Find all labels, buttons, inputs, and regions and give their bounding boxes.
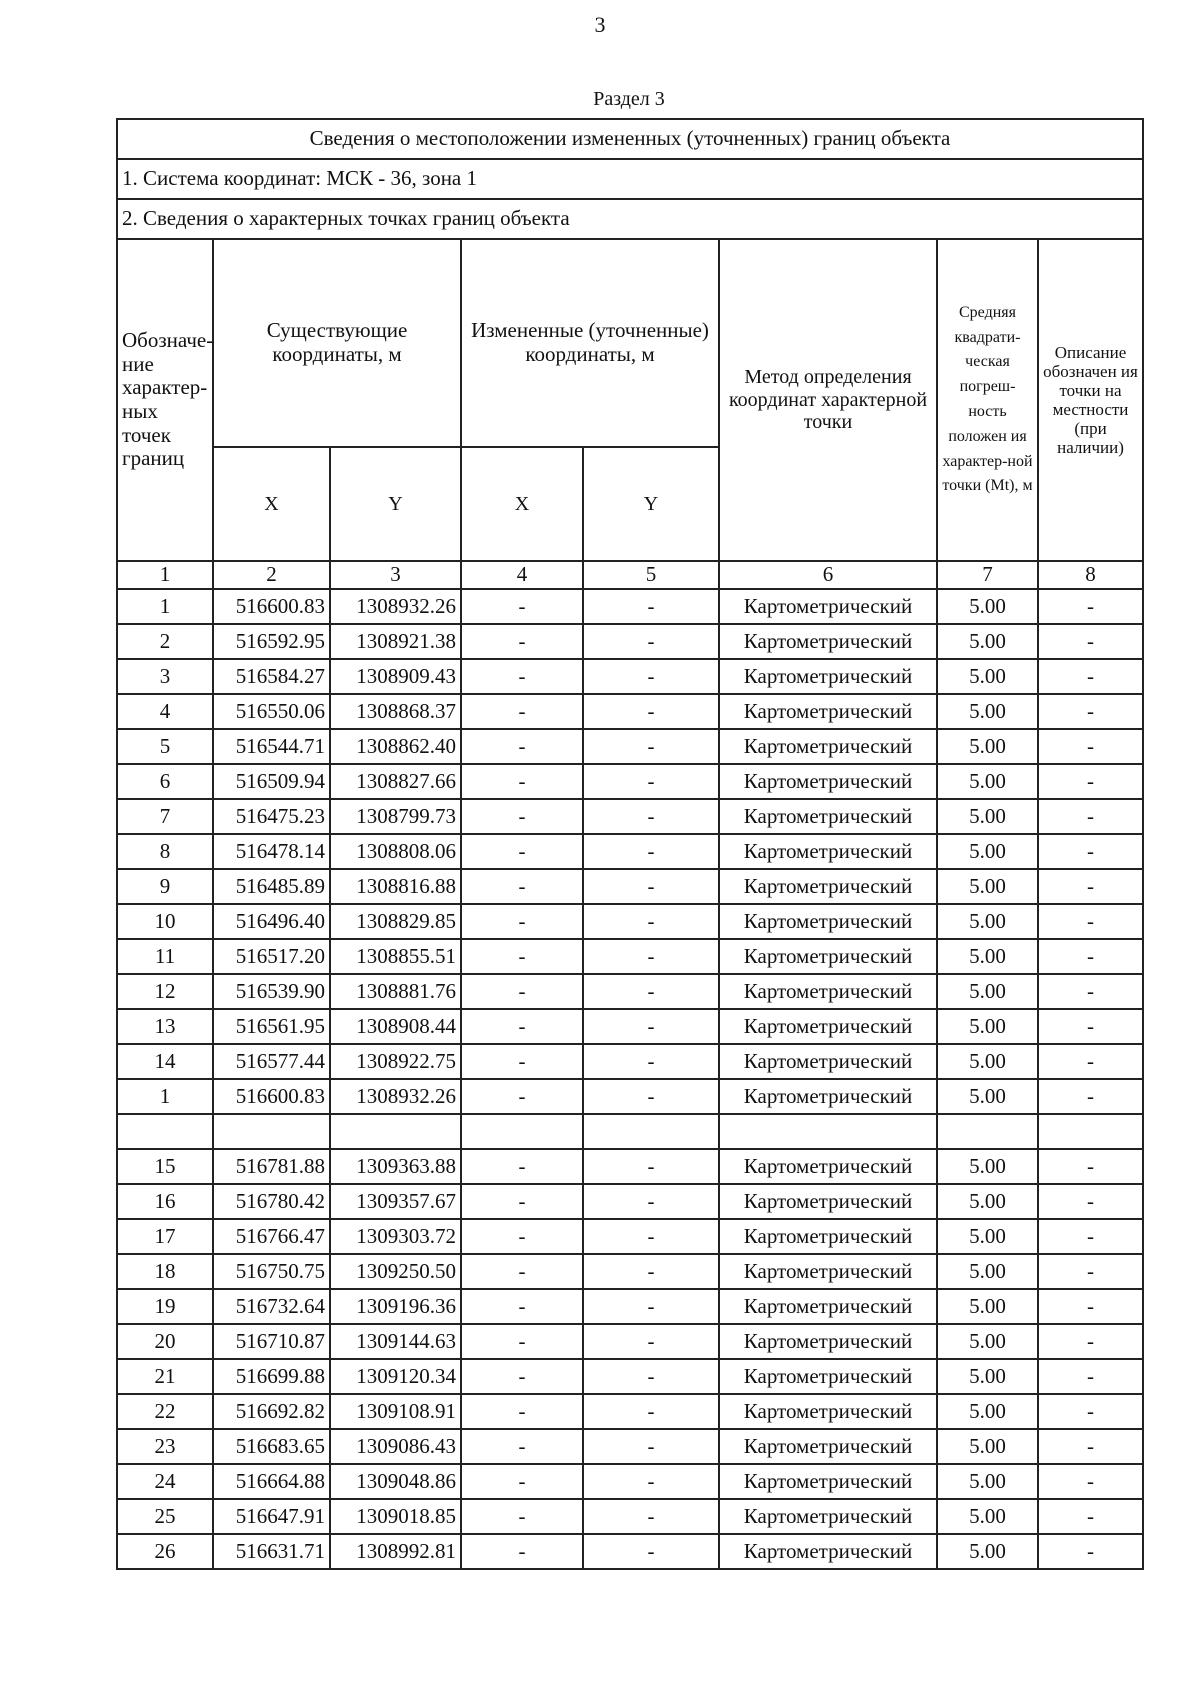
method-cell: Картометрический <box>719 799 937 834</box>
column-number: 3 <box>330 561 461 589</box>
point-description-cell: - <box>1038 659 1143 694</box>
table-row <box>117 729 1143 764</box>
point-description-cell: - <box>1038 834 1143 869</box>
existing-x-cell: 516732.64 <box>213 1289 330 1324</box>
point-number-cell: 19 <box>117 1289 213 1324</box>
point-number-cell: 1 <box>117 1079 213 1114</box>
point-number-cell: 18 <box>117 1254 213 1289</box>
changed-x-cell: - <box>461 589 583 624</box>
header-existing-y: Y <box>330 447 461 561</box>
method-cell: Картометрический <box>719 1534 937 1569</box>
column-number: 1 <box>117 561 213 589</box>
point-number-cell: 7 <box>117 799 213 834</box>
point-number-cell: 5 <box>117 729 213 764</box>
changed-x-cell: - <box>461 834 583 869</box>
point-number-cell: 20 <box>117 1324 213 1359</box>
method-cell: Картометрический <box>719 974 937 1009</box>
mean-square-error-cell: 5.00 <box>937 624 1038 659</box>
table-row <box>117 1184 1143 1219</box>
existing-y-cell: 1309303.72 <box>330 1219 461 1254</box>
changed-x-cell: - <box>461 694 583 729</box>
point-number-cell: 14 <box>117 1044 213 1079</box>
mean-square-error-cell: 5.00 <box>937 974 1038 1009</box>
changed-y-cell: - <box>583 1534 719 1569</box>
mean-square-error-cell: 5.00 <box>937 939 1038 974</box>
table-row <box>117 624 1143 659</box>
point-number-cell: 26 <box>117 1534 213 1569</box>
table-row <box>117 764 1143 799</box>
blank-cell <box>1038 1114 1143 1149</box>
mean-square-error-cell: 5.00 <box>937 659 1038 694</box>
changed-y-cell: - <box>583 1394 719 1429</box>
method-cell: Картометрический <box>719 1044 937 1079</box>
changed-x-cell: - <box>461 1464 583 1499</box>
point-number-cell: 25 <box>117 1499 213 1534</box>
header-method: Метод определения координат характерной точки <box>719 239 937 561</box>
table-row <box>117 904 1143 939</box>
mean-square-error-cell: 5.00 <box>937 1254 1038 1289</box>
table-row <box>117 1044 1143 1079</box>
changed-x-cell: - <box>461 1044 583 1079</box>
point-description-cell: - <box>1038 799 1143 834</box>
existing-y-cell: 1308921.38 <box>330 624 461 659</box>
blank-cell <box>461 1114 583 1149</box>
mean-square-error-cell: 5.00 <box>937 834 1038 869</box>
point-description-cell: - <box>1038 589 1143 624</box>
column-number: 5 <box>583 561 719 589</box>
blank-cell <box>213 1114 330 1149</box>
changed-x-cell: - <box>461 904 583 939</box>
existing-y-cell: 1309048.86 <box>330 1464 461 1499</box>
mean-square-error-cell: 5.00 <box>937 1289 1038 1324</box>
header-existing-x: X <box>213 447 330 561</box>
existing-y-cell: 1308827.66 <box>330 764 461 799</box>
table-row <box>117 869 1143 904</box>
table-row <box>117 1009 1143 1044</box>
existing-y-cell: 1308799.73 <box>330 799 461 834</box>
header-description: Описание обозначен ия точки на местности (при наличии) <box>1038 239 1143 561</box>
changed-y-cell: - <box>583 904 719 939</box>
changed-y-cell: - <box>583 1219 719 1254</box>
table-row <box>117 1464 1143 1499</box>
changed-y-cell: - <box>583 1044 719 1079</box>
changed-x-cell: - <box>461 1429 583 1464</box>
point-description-cell: - <box>1038 694 1143 729</box>
changed-x-cell: - <box>461 1254 583 1289</box>
changed-y-cell: - <box>583 1149 719 1184</box>
mean-square-error-cell: 5.00 <box>937 1009 1038 1044</box>
column-number: 2 <box>213 561 330 589</box>
changed-x-cell: - <box>461 659 583 694</box>
mean-square-error-cell: 5.00 <box>937 1359 1038 1394</box>
blank-cell <box>117 1114 213 1149</box>
method-cell: Картометрический <box>719 1429 937 1464</box>
existing-x-cell: 516766.47 <box>213 1219 330 1254</box>
existing-x-cell: 516600.83 <box>213 589 330 624</box>
existing-x-cell: 516577.44 <box>213 1044 330 1079</box>
method-cell: Картометрический <box>719 694 937 729</box>
mean-square-error-cell: 5.00 <box>937 799 1038 834</box>
table-row <box>117 1359 1143 1394</box>
mean-square-error-cell: 5.00 <box>937 729 1038 764</box>
mean-square-error-cell: 5.00 <box>937 1324 1038 1359</box>
method-cell: Картометрический <box>719 1184 937 1219</box>
existing-y-cell: 1309144.63 <box>330 1324 461 1359</box>
existing-y-cell: 1308829.85 <box>330 904 461 939</box>
mean-square-error-cell: 5.00 <box>937 1394 1038 1429</box>
table-row <box>117 1324 1143 1359</box>
point-description-cell: - <box>1038 1219 1143 1254</box>
existing-x-cell: 516509.94 <box>213 764 330 799</box>
existing-y-cell: 1308862.40 <box>330 729 461 764</box>
point-number-cell: 9 <box>117 869 213 904</box>
column-number: 4 <box>461 561 583 589</box>
changed-x-cell: - <box>461 729 583 764</box>
existing-y-cell: 1308881.76 <box>330 974 461 1009</box>
table-row <box>117 1499 1143 1534</box>
blank-cell <box>330 1114 461 1149</box>
existing-y-cell: 1308808.06 <box>330 834 461 869</box>
point-description-cell: - <box>1038 1464 1143 1499</box>
changed-y-cell: - <box>583 1464 719 1499</box>
method-cell: Картометрический <box>719 659 937 694</box>
method-cell: Картометрический <box>719 1464 937 1499</box>
existing-x-cell: 516692.82 <box>213 1394 330 1429</box>
point-number-cell: 21 <box>117 1359 213 1394</box>
column-numbers-row <box>117 561 1143 589</box>
changed-y-cell: - <box>583 624 719 659</box>
blank-cell <box>719 1114 937 1149</box>
header-changed-x: X <box>461 447 583 561</box>
method-cell: Картометрический <box>719 624 937 659</box>
point-description-cell: - <box>1038 1079 1143 1114</box>
section-title: Раздел 3 <box>593 88 665 110</box>
point-description-cell: - <box>1038 624 1143 659</box>
changed-x-cell: - <box>461 764 583 799</box>
method-cell: Картометрический <box>719 1079 937 1114</box>
point-description-cell: - <box>1038 1289 1143 1324</box>
header-designation: Обозначе-ние характер-ных точек границ <box>117 239 213 561</box>
existing-y-cell: 1309196.36 <box>330 1289 461 1324</box>
changed-y-cell: - <box>583 1499 719 1534</box>
existing-x-cell: 516683.65 <box>213 1429 330 1464</box>
mean-square-error-cell: 5.00 <box>937 904 1038 939</box>
point-description-cell: - <box>1038 939 1143 974</box>
mean-square-error-cell: 5.00 <box>937 869 1038 904</box>
column-number: 7 <box>937 561 1038 589</box>
changed-x-cell: - <box>461 1359 583 1394</box>
existing-y-cell: 1308932.26 <box>330 1079 461 1114</box>
table-row <box>117 1429 1143 1464</box>
column-number: 6 <box>719 561 937 589</box>
method-cell: Картометрический <box>719 904 937 939</box>
header-error: Средняя квадрати-ческая погреш-ность положен ия характер-ной точки (Mt), м <box>937 239 1038 561</box>
changed-x-cell: - <box>461 1149 583 1184</box>
existing-y-cell: 1308908.44 <box>330 1009 461 1044</box>
existing-y-cell: 1309108.91 <box>330 1394 461 1429</box>
mean-square-error-cell: 5.00 <box>937 1149 1038 1184</box>
existing-x-cell: 516517.20 <box>213 939 330 974</box>
changed-y-cell: - <box>583 799 719 834</box>
changed-y-cell: - <box>583 1359 719 1394</box>
changed-y-cell: - <box>583 1429 719 1464</box>
point-number-cell: 13 <box>117 1009 213 1044</box>
existing-x-cell: 516478.14 <box>213 834 330 869</box>
existing-y-cell: 1309120.34 <box>330 1359 461 1394</box>
changed-x-cell: - <box>461 1219 583 1254</box>
changed-x-cell: - <box>461 1324 583 1359</box>
point-number-cell: 22 <box>117 1394 213 1429</box>
changed-y-cell: - <box>583 659 719 694</box>
point-description-cell: - <box>1038 904 1143 939</box>
point-description-cell: - <box>1038 729 1143 764</box>
existing-x-cell: 516710.87 <box>213 1324 330 1359</box>
existing-y-cell: 1309357.67 <box>330 1184 461 1219</box>
header-existing-coordinates: Существующие координаты, м <box>213 239 461 447</box>
blank-cell <box>583 1114 719 1149</box>
mean-square-error-cell: 5.00 <box>937 1464 1038 1499</box>
point-number-cell: 6 <box>117 764 213 799</box>
existing-x-cell: 516781.88 <box>213 1149 330 1184</box>
existing-x-cell: 516647.91 <box>213 1499 330 1534</box>
method-cell: Картометрический <box>719 1149 937 1184</box>
point-description-cell: - <box>1038 1044 1143 1079</box>
point-number-cell: 12 <box>117 974 213 1009</box>
coordinates-table <box>116 118 1144 1570</box>
table-row <box>117 659 1143 694</box>
changed-y-cell: - <box>583 939 719 974</box>
existing-y-cell: 1308816.88 <box>330 869 461 904</box>
method-cell: Картометрический <box>719 729 937 764</box>
changed-y-cell: - <box>583 1079 719 1114</box>
existing-x-cell: 516780.42 <box>213 1184 330 1219</box>
table-row <box>117 1534 1143 1569</box>
table-row <box>117 1149 1143 1184</box>
point-number-cell: 8 <box>117 834 213 869</box>
existing-y-cell: 1309250.50 <box>330 1254 461 1289</box>
mean-square-error-cell: 5.00 <box>937 1079 1038 1114</box>
changed-y-cell: - <box>583 1324 719 1359</box>
point-description-cell: - <box>1038 974 1143 1009</box>
changed-y-cell: - <box>583 694 719 729</box>
table-row <box>117 1254 1143 1289</box>
mean-square-error-cell: 5.00 <box>937 589 1038 624</box>
existing-y-cell: 1308868.37 <box>330 694 461 729</box>
point-description-cell: - <box>1038 1394 1143 1429</box>
changed-y-cell: - <box>583 589 719 624</box>
point-description-cell: - <box>1038 1254 1143 1289</box>
changed-y-cell: - <box>583 764 719 799</box>
coordinate-system: 1. Система координат: МСК - 36, зона 1 <box>117 159 1143 199</box>
changed-y-cell: - <box>583 1289 719 1324</box>
blank-separator-row <box>117 1114 1143 1149</box>
changed-x-cell: - <box>461 939 583 974</box>
existing-y-cell: 1308992.81 <box>330 1534 461 1569</box>
method-cell: Картометрический <box>719 834 937 869</box>
existing-x-cell: 516631.71 <box>213 1534 330 1569</box>
mean-square-error-cell: 5.00 <box>937 1429 1038 1464</box>
changed-y-cell: - <box>583 729 719 764</box>
changed-x-cell: - <box>461 1079 583 1114</box>
method-cell: Картометрический <box>719 1289 937 1324</box>
table-row <box>117 939 1143 974</box>
mean-square-error-cell: 5.00 <box>937 1184 1038 1219</box>
changed-y-cell: - <box>583 869 719 904</box>
method-cell: Картометрический <box>719 1324 937 1359</box>
table-row <box>117 799 1143 834</box>
existing-x-cell: 516600.83 <box>213 1079 330 1114</box>
existing-y-cell: 1308932.26 <box>330 589 461 624</box>
point-description-cell: - <box>1038 1324 1143 1359</box>
changed-x-cell: - <box>461 974 583 1009</box>
point-description-cell: - <box>1038 869 1143 904</box>
existing-x-cell: 516539.90 <box>213 974 330 1009</box>
existing-x-cell: 516485.89 <box>213 869 330 904</box>
existing-x-cell: 516475.23 <box>213 799 330 834</box>
header-changed-coordinates: Измененные (уточненные) координаты, м <box>461 239 719 447</box>
table-row <box>117 1079 1143 1114</box>
existing-x-cell: 516550.06 <box>213 694 330 729</box>
header-changed-y: Y <box>583 447 719 561</box>
point-number-cell: 17 <box>117 1219 213 1254</box>
method-cell: Картометрический <box>719 869 937 904</box>
method-cell: Картометрический <box>719 589 937 624</box>
existing-y-cell: 1308855.51 <box>330 939 461 974</box>
point-description-cell: - <box>1038 1184 1143 1219</box>
existing-x-cell: 516750.75 <box>213 1254 330 1289</box>
point-number-cell: 10 <box>117 904 213 939</box>
point-number-cell: 11 <box>117 939 213 974</box>
changed-x-cell: - <box>461 1394 583 1429</box>
changed-x-cell: - <box>461 624 583 659</box>
changed-x-cell: - <box>461 1009 583 1044</box>
existing-x-cell: 516544.71 <box>213 729 330 764</box>
existing-x-cell: 516584.27 <box>213 659 330 694</box>
existing-y-cell: 1309363.88 <box>330 1149 461 1184</box>
blank-cell <box>937 1114 1038 1149</box>
method-cell: Картометрический <box>719 764 937 799</box>
mean-square-error-cell: 5.00 <box>937 1534 1038 1569</box>
changed-x-cell: - <box>461 1534 583 1569</box>
method-cell: Картометрический <box>719 1394 937 1429</box>
point-description-cell: - <box>1038 764 1143 799</box>
point-number-cell: 23 <box>117 1429 213 1464</box>
point-number-cell: 16 <box>117 1184 213 1219</box>
point-description-cell: - <box>1038 1009 1143 1044</box>
point-description-cell: - <box>1038 1429 1143 1464</box>
changed-x-cell: - <box>461 1184 583 1219</box>
table-row <box>117 1394 1143 1429</box>
changed-x-cell: - <box>461 1499 583 1534</box>
point-number-cell: 24 <box>117 1464 213 1499</box>
point-number-cell: 4 <box>117 694 213 729</box>
existing-y-cell: 1309086.43 <box>330 1429 461 1464</box>
point-number-cell: 1 <box>117 589 213 624</box>
changed-y-cell: - <box>583 1184 719 1219</box>
table-title: Сведения о местоположении измененных (уточненных) границ объекта <box>117 119 1143 159</box>
method-cell: Картометрический <box>719 1359 937 1394</box>
method-cell: Картометрический <box>719 1009 937 1044</box>
point-number-cell: 15 <box>117 1149 213 1184</box>
changed-x-cell: - <box>461 1289 583 1324</box>
method-cell: Картометрический <box>719 1254 937 1289</box>
point-description-cell: - <box>1038 1499 1143 1534</box>
table-row <box>117 589 1143 624</box>
column-number: 8 <box>1038 561 1143 589</box>
changed-y-cell: - <box>583 1009 719 1044</box>
mean-square-error-cell: 5.00 <box>937 694 1038 729</box>
existing-x-cell: 516664.88 <box>213 1464 330 1499</box>
existing-y-cell: 1308922.75 <box>330 1044 461 1079</box>
existing-x-cell: 516496.40 <box>213 904 330 939</box>
page-number: 3 <box>594 12 606 37</box>
changed-y-cell: - <box>583 834 719 869</box>
mean-square-error-cell: 5.00 <box>937 764 1038 799</box>
method-cell: Картометрический <box>719 1499 937 1534</box>
mean-square-error-cell: 5.00 <box>937 1044 1038 1079</box>
point-number-cell: 2 <box>117 624 213 659</box>
point-description-cell: - <box>1038 1534 1143 1569</box>
changed-y-cell: - <box>583 1254 719 1289</box>
point-number-cell: 3 <box>117 659 213 694</box>
method-cell: Картометрический <box>719 939 937 974</box>
existing-x-cell: 516699.88 <box>213 1359 330 1394</box>
changed-y-cell: - <box>583 974 719 1009</box>
table-row <box>117 694 1143 729</box>
point-description-cell: - <box>1038 1149 1143 1184</box>
point-description-cell: - <box>1038 1359 1143 1394</box>
mean-square-error-cell: 5.00 <box>937 1499 1038 1534</box>
mean-square-error-cell: 5.00 <box>937 1219 1038 1254</box>
existing-x-cell: 516592.95 <box>213 624 330 659</box>
existing-x-cell: 516561.95 <box>213 1009 330 1044</box>
table-row <box>117 834 1143 869</box>
existing-y-cell: 1309018.85 <box>330 1499 461 1534</box>
changed-x-cell: - <box>461 799 583 834</box>
table-row <box>117 1219 1143 1254</box>
table-row <box>117 974 1143 1009</box>
method-cell: Картометрический <box>719 1219 937 1254</box>
changed-x-cell: - <box>461 869 583 904</box>
points-caption: 2. Сведения о характерных точках границ объекта <box>117 199 1143 239</box>
existing-y-cell: 1308909.43 <box>330 659 461 694</box>
table-row <box>117 1289 1143 1324</box>
